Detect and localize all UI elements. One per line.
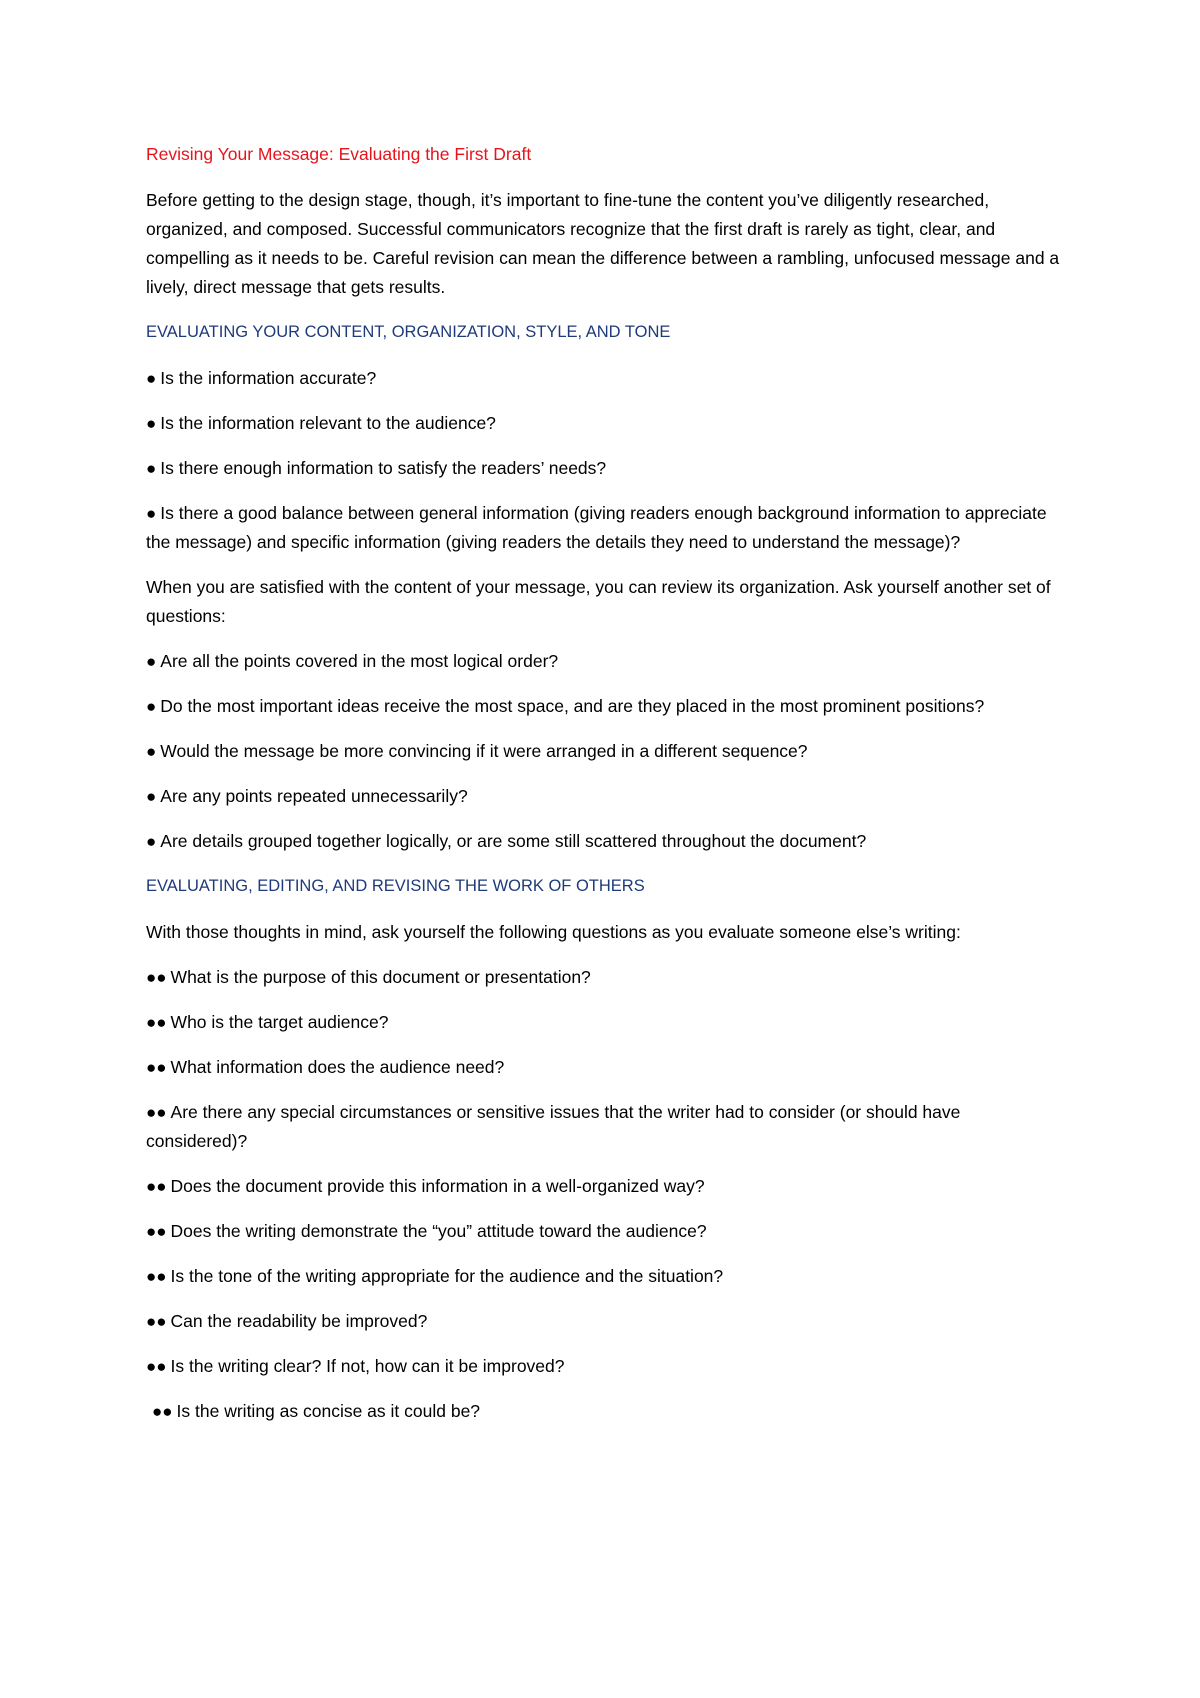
list-item: ●● Who is the target audience? [146,1012,389,1032]
list-item: ● Are all the points covered in the most logical order? [146,651,559,671]
list-item: ●● Is the writing as concise as it could be? [152,1401,481,1421]
list-item: ●● Are there any special circumstances or sensitive issues that the writer had to consider (or should have considered)? [146,1102,961,1151]
list-item: ● Are details grouped together logically, or are some still scattered throughout the document? [146,831,867,851]
double-bullet-icon: ●● [152,1402,173,1421]
bullet-icon: ● [146,652,157,671]
bullet-icon: ● [146,504,157,523]
bullet-icon: ● [146,697,157,716]
bullet-icon: ● [146,414,157,433]
double-bullet-icon: ●● [146,968,167,987]
list-item: ● Is the information relevant to the audience? [146,413,496,433]
bullet-icon: ● [146,787,157,806]
double-bullet-icon: ●● [146,1267,167,1286]
list-item: ●● Can the readability be improved? [146,1311,428,1331]
list-item: ● Is the information accurate? [146,368,377,388]
double-bullet-icon: ●● [146,1103,167,1122]
section-heading-others: EVALUATING, EDITING, AND REVISING THE WORK OF OTHERS [146,877,645,895]
document-page [146,140,1066,1442]
list-item: ●● Is the writing clear? If not, how can it be improved? [146,1356,565,1376]
list-item: ● Are any points repeated unnecessarily? [146,786,468,806]
bullet-icon: ● [146,742,157,761]
list-item: ● Do the most important ideas receive the most space, and are they placed in the most prominent positions? [146,696,985,716]
list-item: ● Would the message be more convincing if it were arranged in a different sequence? [146,741,808,761]
section-heading-content: EVALUATING YOUR CONTENT, ORGANIZATION, STYLE, AND TONE [146,323,671,341]
document-title: Revising Your Message: Evaluating the First Draft [146,144,532,164]
list-item: ●● What is the purpose of this document or presentation? [146,967,591,987]
list-item: ●● Does the writing demonstrate the “you” attitude toward the audience? [146,1221,707,1241]
list-item: ●● Is the tone of the writing appropriate for the audience and the situation? [146,1266,724,1286]
double-bullet-icon: ●● [146,1177,167,1196]
double-bullet-icon: ●● [146,1058,167,1077]
intro-paragraph: Before getting to the design stage, though, it’s important to fine-tune the content you’ve diligently researched, organized, and composed. Successful communicators recognize that the first draft is rarely as tight, clear, and compelling as it needs to be. Careful revision can mean the difference between a rambling, unfocused message and a lively, direct message that gets results. [146,190,1060,297]
double-bullet-icon: ●● [146,1312,167,1331]
list-item: ● Is there enough information to satisfy the readers’ needs? [146,458,607,478]
list-item: ● Is there a good balance between general information (giving readers enough background information to appreciate the message) and specific information (giving readers the details they need to understand the message)? [146,503,1047,552]
list-item: ●● Does the document provide this information in a well-organized way? [146,1176,705,1196]
double-bullet-icon: ●● [146,1222,167,1241]
bullet-icon: ● [146,459,157,478]
double-bullet-icon: ●● [146,1013,167,1032]
section2-intro-paragraph: With those thoughts in mind, ask yourself the following questions as you evaluate someone else’s writing: [146,922,961,942]
list-item: ●● What information does the audience need? [146,1057,505,1077]
bullet-icon: ● [146,832,157,851]
transition-paragraph: When you are satisfied with the content of your message, you can review its organization. Ask yourself another set of questions: [146,577,1051,626]
bullet-icon: ● [146,369,157,388]
double-bullet-icon: ●● [146,1357,167,1376]
